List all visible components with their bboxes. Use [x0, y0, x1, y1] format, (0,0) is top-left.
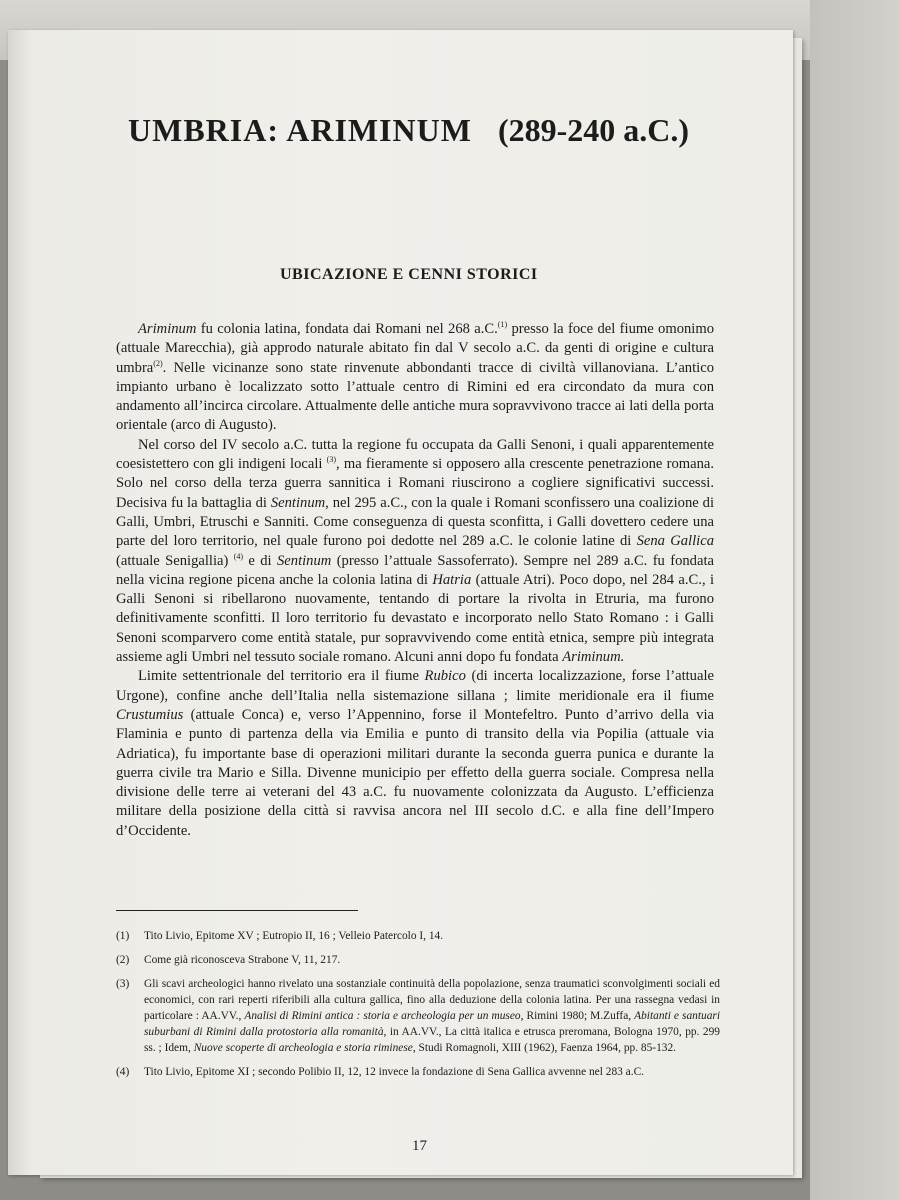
- text-run: (attuale Senigallia): [116, 552, 234, 569]
- text-run: , nel 295 a.C., con la quale i Romani sconfissero una coalizione di Galli, Umbri, Etruschi e Sanniti. Come conseguenza di questa sconfitta, i Galli dovettero cedere una parte del loro territorio, nel quale furono poi dedotte nel 289 a.C. le colonie latine di: [116, 494, 714, 550]
- footnote-separator: [116, 910, 358, 911]
- text-run: (attuale Atri). Poco dopo, nel 284 a.C., i Galli Senoni si ribellarono nuovamente, tentando di portare la rivolta in Etruria, ma furono definitivamente sconfitti. Il loro territorio fu devastato e incorporato nello Stato Romano : i Galli Senoni scomparvero come entità statale, pur sopravvivendo come entità etnica, sempre più integrata assieme agli Umbri nel tessuto sociale romano. Alcuni anni dopo fu fondata: [116, 571, 714, 666]
- text-run: Limite settentrionale del territorio era il fiume: [138, 668, 425, 685]
- text-run: , Rimini 1980; M.Zuffa,: [520, 1010, 635, 1022]
- text-run: Gli scavi archeologici hanno rivelato una sostanziale continuità della popolazione, senza traumatici sconvolgimenti sociali ed economici, con rari reperti riferibili alla cultura gallica, fino alla deduzione della colonia latina. Per una rassegna vedasi in particolare : AA.VV.,: [144, 978, 720, 1022]
- title-main: UMBRIA: ARIMINUM: [128, 112, 472, 148]
- text-run: Nel corso del IV secolo a.C. tutta la regione fu occupata da Galli Senoni, i quali apparentemente coesistettero con gli indigeni locali: [116, 436, 714, 473]
- footnote-text: Tito Livio, Epitome XI ; secondo Polibio II, 12, 12 invece la fondazione di Sena Gallica avvenne nel 283 a.C.: [144, 1066, 645, 1078]
- text-run: (di incerta localizzazione, forse l’attuale Urgone), confine anche dell’Italia nella sistemazione sillana ; limite meridionale era il fiume: [116, 668, 714, 704]
- italic-title: Nuove scoperte di archeologia e storia riminese: [193, 1042, 413, 1054]
- background-right: [810, 0, 900, 1200]
- text-run: presso la foce del fiume omonimo (attuale Marecchia), già approdo naturale abitato fin dal V secolo a.C. da genti di origine e cultura umbra: [116, 321, 714, 376]
- section-heading: UBICAZIONE E CENNI STORICI: [280, 266, 538, 283]
- text-run: . Nelle vicinanze sono state rinvenute abbondanti tracce di civiltà villanoviana. L’antico impianto urbano è localizzato sotto l’attuale centro di Rimini ed era circondato da mura con andamento all’incirca circolare. Attualmente delle antiche mura sopravvivono tracce ai lati della porta orientale (arco di Augusto).: [116, 359, 714, 434]
- footnote-text: Tito Livio, Epitome XV ; Eutropio II, 16 ; Velleio Patercolo I, 14.: [144, 930, 444, 942]
- text-run: , ma fieramente si opposero alla crescente penetrazione romana. Solo nel corso della terza guerra sannitica i Romani riuscirono a cogliere significativi successi. Decisiva fu la battaglia di: [116, 456, 714, 511]
- italic-term: Ariminum: [138, 321, 197, 337]
- footnote-1: [116, 928, 720, 944]
- footnote-2: [116, 952, 720, 968]
- page-number: 17: [412, 1138, 427, 1154]
- italic-term: Ariminum.: [562, 649, 625, 666]
- italic-term: Hatria: [432, 571, 472, 588]
- italic-term: Sentinum: [277, 552, 332, 569]
- paragraph-1: [116, 320, 714, 436]
- paragraph-3: [116, 667, 714, 841]
- footnote-ref: (1): [497, 320, 508, 330]
- text-run: , Studi Romagnoli, XIII (1962), Faenza 1964, pp. 85-132.: [412, 1042, 677, 1054]
- footnote-ref: (3): [326, 455, 336, 465]
- footnote-number: (1): [116, 930, 130, 942]
- text-run: (presso l’attuale Sassoferrato). Sempre nel 289 a.C. fu fondata nella vicina regione picena anche la colonia latina di: [116, 552, 714, 588]
- footnote-text: Come già riconosceva Strabone V, 11, 217.: [144, 954, 341, 966]
- footnote-ref: (2): [153, 358, 163, 368]
- italic-term: Sena Gallica: [636, 533, 714, 550]
- text-run: , in AA.VV., La città italica e etrusca preromana, Bologna 1970, pp. 299 ss. ; Idem,: [144, 1026, 720, 1054]
- page-title: [128, 112, 748, 149]
- body-text: [116, 320, 714, 841]
- footnote-text: [144, 976, 720, 1056]
- footnote-4: [116, 1064, 720, 1080]
- text-run: (attuale Conca) e, verso l’Appennino, forse il Montefeltro. Punto d’arrivo della via Flaminia e punto di partenza della via Emilia e punto di transito della via Popilia (attuale via Adriatica), fu importante base di operazioni militari durante la seconda guerra punica e durante la guerra civile tra Mario e Silla. Divenne municipio per effetto della guerra sociale. Compresa nella divisione delle terre ai veterani del 43 a.C. fu nuovamente colonizzata da Augusto. L’efficienza militare della posizione della città si ravvisa ancora nel III secolo d.C. e alla fine dell’Impero d’Occidente.: [116, 706, 714, 839]
- italic-term: Crustumius: [116, 706, 184, 723]
- italic-title: Abitanti e santuari suburbani di Rimini dalla protostoria alla romanità: [144, 1010, 720, 1038]
- italic-title: Analisi di Rimini antica : storia e archeologia per un museo: [244, 1010, 521, 1022]
- footnote-ref: (4): [233, 551, 244, 561]
- footnote-number: (3): [116, 978, 130, 990]
- book-page: [8, 30, 793, 1175]
- text-run: e di: [243, 552, 277, 569]
- paragraph-2: [116, 436, 714, 668]
- footnote-number: (4): [116, 1066, 130, 1078]
- footnote-number: (2): [116, 954, 130, 966]
- italic-term: Rubico: [424, 668, 466, 685]
- italic-term: Sentinum: [270, 494, 326, 511]
- title-date: (289-240 a.C.): [497, 112, 690, 148]
- footnotes: [116, 928, 720, 1088]
- text-run: fu colonia latina, fondata dai Romani nel 268 a.C.: [196, 321, 498, 337]
- footnote-3: [116, 976, 720, 1056]
